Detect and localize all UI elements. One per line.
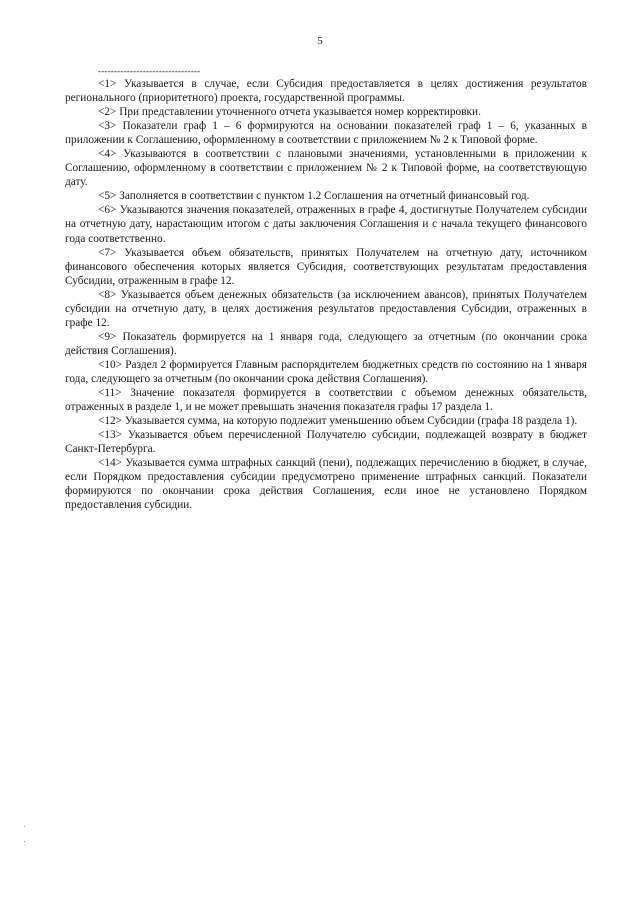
footnote-5: <5> Заполняется в соответствии с пунктом 1.2 Соглашения на отчетный финансовый год. [98, 190, 530, 203]
footnotes-list [65, 77, 587, 512]
scan-speck [24, 841, 25, 842]
footnote-12: <12> Указывается сумма, на которую подлежит уменьшению объем Субсидии (графа 18 раздела 1). [98, 415, 578, 428]
footnote-separator: -------------------------------- [98, 66, 201, 76]
footnote-2: <2> При представлении уточненного отчета указывается номер корректировки. [98, 106, 481, 119]
footnote-10: <10> Раздел 2 формируется Главным распорядителем бюджетных средств по состоянию на 1 января года, следующего за отчетным (по окончании срока действия Соглашения). [65, 358, 587, 385]
footnote-3: <3> Показатели граф 1 – 6 формируются на основании показателей граф 1 – 6, указанных в приложении к Соглашению, оформленному в соответствии с приложением № 2 к Типовой форме. [65, 120, 587, 147]
footnote-11: <11> Значение показателя формируется в соответствии с объемом денежных обязательств, отраженных в разделе 1, и не может превышать значения показателя графы 17 раздела 1. [65, 387, 587, 414]
footnote-9: <9> Показатель формируется на 1 января года, следующего за отчетным (по окончании срока действия Соглашения). [65, 330, 587, 357]
footnote-13: <13> Указывается объем перечисленной Получателю субсидии, подлежащей возврату в бюджет Санкт-Петербурга. [65, 429, 587, 456]
footnote-7: <7> Указывается объем обязательств, принятых Получателем на отчетную дату, источником финансового обеспечения которых является Субсидия, соответствующих результатам предоставления Субсидии, отраженным в графе 12. [65, 246, 587, 287]
footnote-8: <8> Указывается объем денежных обязательств (за исключением авансов), принятых Получателем субсидии на отчетную дату, в целях достижения результатов предоставления Субсидии, отраженных в графе 12. [65, 288, 587, 329]
footnote-14: <14> Указывается сумма штрафных санкций (пени), подлежащих перечислению в бюджет, в случае, если Порядком предоставления субсидии предусмотрено применение штрафных санкций. Показатели формируются по окончании срока действия Соглашения, если иное не установлено Порядком предоставления субсидии. [65, 457, 587, 512]
page-number: 5 [317, 35, 323, 47]
footnote-6: <6> Указываются значения показателей, отраженных в графе 4, достигнутые Получателем субсидии на отчетную дату, нарастающим итогом с даты заключения Соглашения и с начала текущего финансового года соответственно. [65, 204, 587, 245]
footnote-1: <1> Указывается в случае, если Субсидия предоставляется в целях достижения результатов регионального (приоритетного) проекта, государственной программы. [65, 78, 587, 105]
footnote-4: <4> Указываются в соответствии с плановыми значениями, установленными в приложении к Соглашению, оформленному в соответствии с приложением № 2 к Типовой форме, на соответствующую дату. [65, 148, 587, 189]
scan-speck [24, 826, 25, 827]
